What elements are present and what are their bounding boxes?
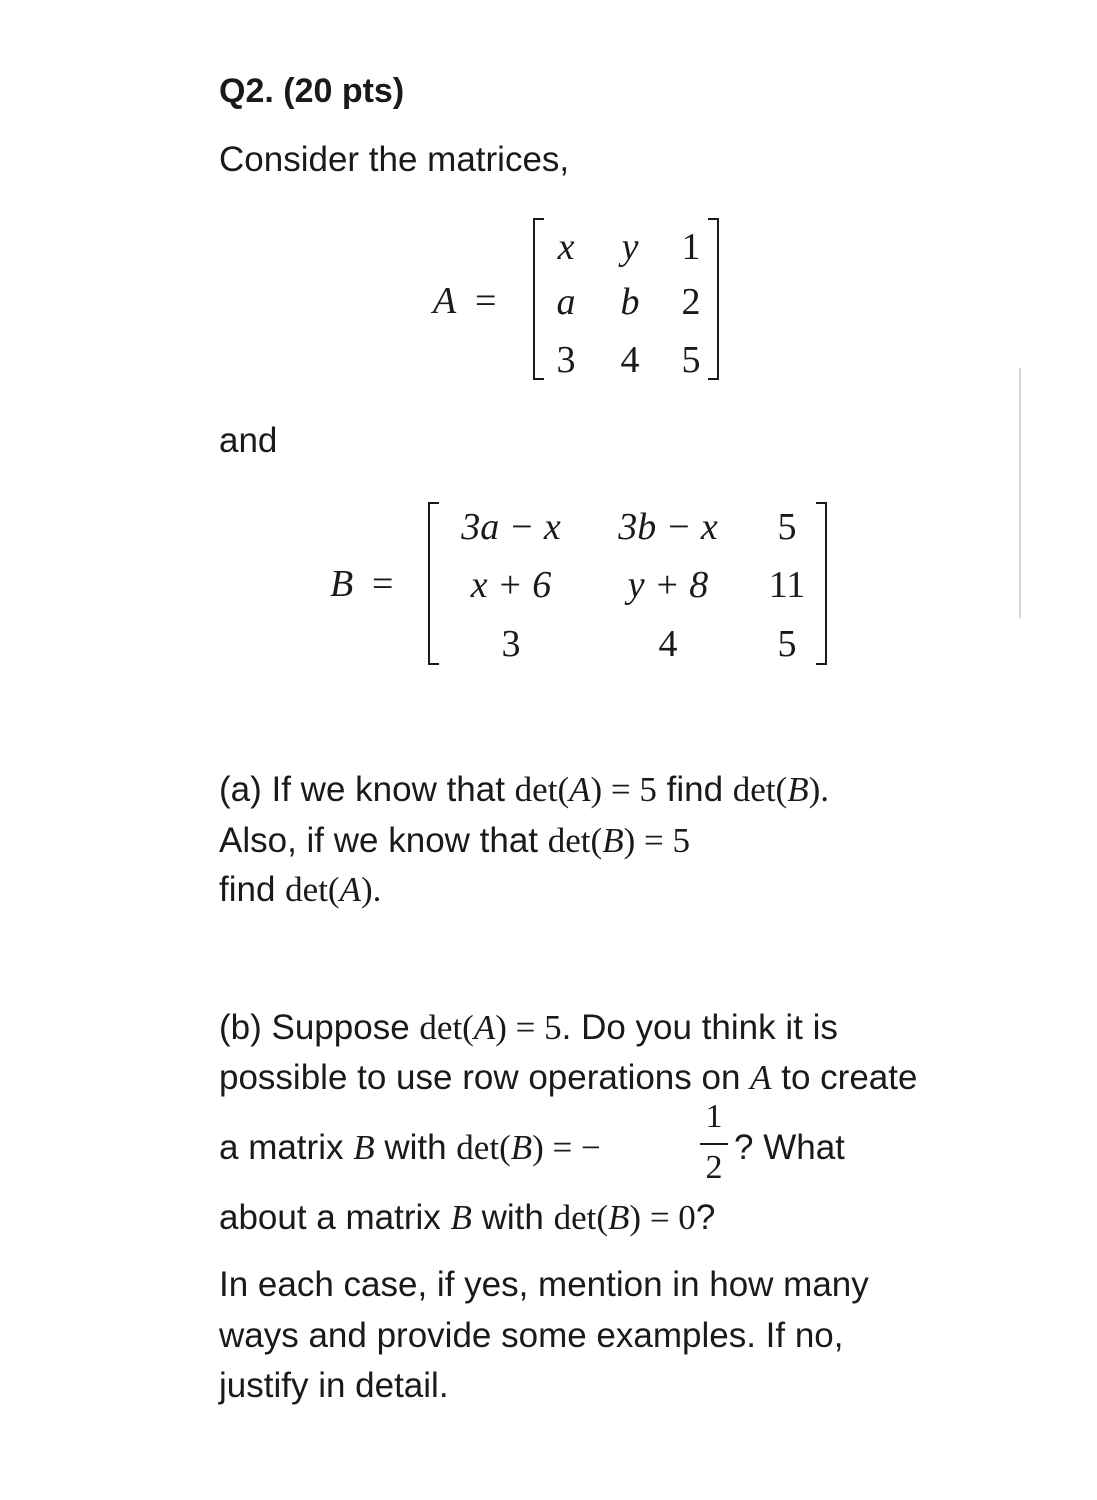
fraction-numerator: 1 xyxy=(705,1098,723,1135)
part-b-line-4: about a matrix B with det(B) = 0? xyxy=(219,1198,716,1237)
matrix-b-left-bracket xyxy=(428,502,439,665)
matrix-b-cell: x + 6 xyxy=(470,564,552,606)
intro-text: Consider the matrices, xyxy=(219,140,570,179)
closing-line-3: justify in detail. xyxy=(219,1366,449,1405)
page-edge-divider xyxy=(1019,368,1021,618)
part-a-line-2: Also, if we know that det(B) = 5 xyxy=(219,821,690,860)
matrix-a-cell: x xyxy=(557,226,575,268)
det-operator: det xyxy=(419,1008,463,1047)
fraction-denominator: 2 xyxy=(705,1149,723,1186)
part-a-line-3: find det(A). xyxy=(219,870,382,909)
matrix-a-cell: 3 xyxy=(556,339,576,381)
matrix-a-cell: 2 xyxy=(681,281,701,323)
fraction-one-half xyxy=(700,1100,728,1192)
matrix-a-cell: y xyxy=(621,226,639,268)
det-operator: det xyxy=(547,821,591,860)
matrix-b-cell: 3b − x xyxy=(618,506,718,548)
det-operator: det xyxy=(732,770,776,809)
part-b-line-2: possible to use row operations on A to create xyxy=(219,1058,918,1097)
matrix-b-cell: 5 xyxy=(777,506,797,548)
matrix-a-right-bracket xyxy=(708,218,719,380)
matrix-a-equals: = xyxy=(475,280,497,322)
closing-line-2: ways and provide some examples. If no, xyxy=(219,1316,844,1355)
det-operator: det xyxy=(553,1198,597,1237)
matrix-a-cell: 4 xyxy=(620,339,640,381)
matrix-b-cell: 4 xyxy=(658,623,678,665)
matrix-a-name: A xyxy=(433,280,457,322)
connector-text: and xyxy=(219,421,278,460)
matrix-b-cell: 5 xyxy=(777,623,797,665)
closing-line-1: In each case, if yes, mention in how many xyxy=(219,1265,869,1304)
matrix-b-name: B xyxy=(330,563,354,605)
matrix-a-cell: b xyxy=(620,281,640,323)
part-a-line-1: (a) If we know that det(A) = 5 find det(B). xyxy=(219,770,829,809)
matrix-a-cell: 5 xyxy=(681,339,701,381)
matrix-b-cell: 11 xyxy=(768,564,806,606)
fraction-bar xyxy=(700,1143,728,1145)
det-operator: det xyxy=(514,770,558,809)
part-b-line-3: a matrix B with det(B) = − xyxy=(219,1128,601,1167)
part-b-line-3-tail: ? What xyxy=(734,1128,845,1167)
matrix-b-cell: y + 8 xyxy=(627,564,709,606)
matrix-b-right-bracket xyxy=(816,502,827,665)
det-operator: det xyxy=(456,1128,500,1167)
det-operator: det xyxy=(285,870,328,909)
matrix-a-cell: 1 xyxy=(681,226,701,268)
matrix-a-left-bracket xyxy=(533,218,544,380)
part-b-line-1: (b) Suppose det(A) = 5. Do you think it is xyxy=(219,1008,838,1047)
matrix-b-cell: 3 xyxy=(501,623,521,665)
matrix-b-equals: = xyxy=(372,563,394,605)
matrix-a-cell: a xyxy=(556,281,576,323)
matrix-b-cell: 3a − x xyxy=(461,506,561,548)
question-heading: Q2. (20 pts) xyxy=(219,72,405,110)
